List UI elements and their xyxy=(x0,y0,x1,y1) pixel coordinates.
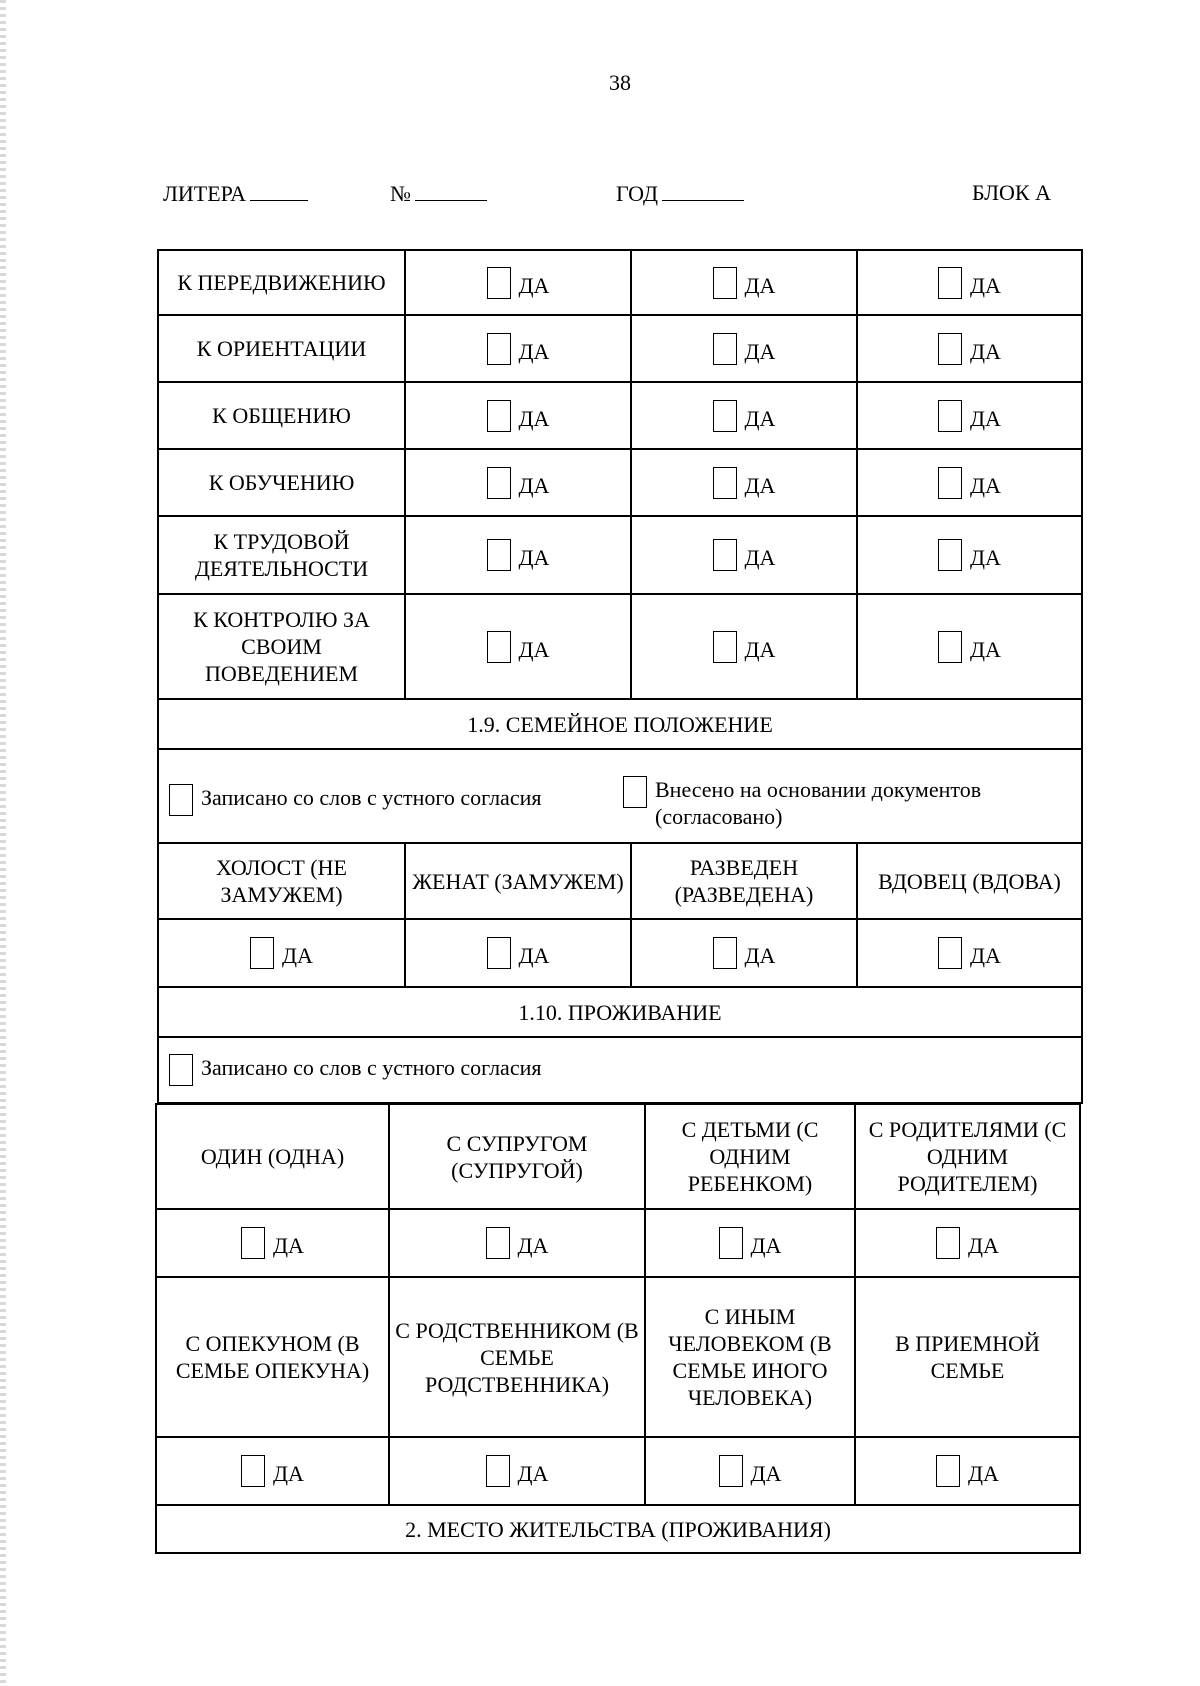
checkbox[interactable] xyxy=(938,631,962,663)
ability-row xyxy=(158,449,1082,516)
ability-label: К ОРИЕНТАЦИИ xyxy=(158,315,405,382)
checkbox-label: ДА xyxy=(518,545,550,570)
checkbox[interactable] xyxy=(487,467,511,499)
marital-option-label: РАЗВЕДЕН (РАЗВЕДЕНА) xyxy=(631,843,857,919)
checkbox[interactable] xyxy=(241,1455,265,1487)
section-row xyxy=(156,1505,1080,1553)
checkbox[interactable] xyxy=(487,333,511,365)
checkbox-label: ДА xyxy=(744,545,776,570)
checkbox[interactable] xyxy=(936,1455,960,1487)
page-number: 38 xyxy=(609,70,631,95)
checkbox-label: ДА xyxy=(273,1461,304,1486)
year-field xyxy=(616,180,744,207)
litera-label: ЛИТЕРА xyxy=(163,181,246,206)
checkbox-label: ДА xyxy=(970,545,1001,570)
section-title-residence: 1.10. ПРОЖИВАНИЕ xyxy=(158,987,1082,1037)
number-input[interactable] xyxy=(415,180,487,201)
ability-row xyxy=(158,315,1082,382)
ability-row xyxy=(158,250,1082,315)
residence-option-label: В ПРИЕМНОЙ СЕМЬЕ xyxy=(855,1277,1080,1437)
marital-source-row xyxy=(158,749,1082,843)
checkbox[interactable] xyxy=(486,1227,510,1259)
litera-input[interactable] xyxy=(250,180,308,201)
ability-row xyxy=(158,594,1082,699)
checkbox[interactable] xyxy=(938,400,962,432)
checkbox[interactable] xyxy=(713,400,737,432)
checkbox-label: ДА xyxy=(970,472,1001,498)
ability-label: К ОБУЧЕНИЮ xyxy=(158,449,405,516)
checkbox-label: ДА xyxy=(282,943,313,968)
checkbox[interactable] xyxy=(486,1455,510,1487)
number-field xyxy=(390,180,487,207)
checkbox-label: ДА xyxy=(968,1233,999,1258)
ability-label: К КОНТРОЛЮ ЗА СВОИМ ПОВЕДЕНИЕМ xyxy=(158,594,405,699)
checkbox-label: ДА xyxy=(518,338,550,364)
litera-field xyxy=(163,180,308,207)
checkbox-label: ДА xyxy=(744,405,776,431)
residence-source-oral-label: Записано со слов с устного согласия xyxy=(201,1055,542,1080)
checkbox-label: ДА xyxy=(744,472,776,498)
section-row xyxy=(158,987,1082,1037)
residence-option-label: С ДЕТЬМИ (С ОДНИМ РЕБЕНКОМ) xyxy=(645,1104,855,1209)
checkbox[interactable] xyxy=(623,776,647,808)
checkbox[interactable] xyxy=(713,267,737,299)
checkbox-label: ДА xyxy=(518,472,550,498)
checkbox[interactable] xyxy=(713,631,737,663)
residence-options-row xyxy=(156,1277,1080,1437)
marital-option-label: ЖЕНАТ (ЗАМУЖЕМ) xyxy=(405,843,631,919)
section-title-marital: 1.9. СЕМЕЙНОЕ ПОЛОЖЕНИЕ xyxy=(158,699,1082,749)
checkbox-label: ДА xyxy=(744,943,776,968)
checkbox-label: ДА xyxy=(273,1233,304,1258)
checkbox-label: ДА xyxy=(518,405,550,431)
marital-source-docs-option xyxy=(623,776,1077,830)
marital-options-row xyxy=(158,843,1082,919)
checkbox[interactable] xyxy=(719,1455,743,1487)
ability-label: К ПЕРЕДВИЖЕНИЮ xyxy=(158,250,405,315)
year-input[interactable] xyxy=(662,180,744,201)
checkbox-label: ДА xyxy=(518,943,550,968)
checkbox-label: ДА xyxy=(517,1461,549,1486)
checkbox[interactable] xyxy=(487,267,511,299)
abilities-table xyxy=(157,249,1083,1104)
marital-source-oral-label: Записано со слов с устного согласия xyxy=(201,785,542,810)
checkbox-label: ДА xyxy=(744,338,776,364)
checkbox-label: ДА xyxy=(744,636,776,662)
checkbox-label: ДА xyxy=(517,1233,549,1258)
checkbox[interactable] xyxy=(938,937,962,969)
checkbox[interactable] xyxy=(241,1227,265,1259)
residence-option-label: С ОПЕКУНОМ (В СЕМЬЕ ОПЕКУНА) xyxy=(156,1277,389,1437)
block-label: БЛОК А xyxy=(972,180,1051,205)
residence-option-label: С СУПРУГОМ (СУПРУГОЙ) xyxy=(389,1104,645,1209)
checkbox[interactable] xyxy=(487,400,511,432)
marital-checkbox-row xyxy=(158,919,1082,987)
checkbox-label: ДА xyxy=(970,405,1001,431)
residence-option-label: ОДИН (ОДНА) xyxy=(156,1104,389,1209)
residence-option-label: С РОДИТЕЛЯМИ (С ОДНИМ РОДИТЕЛЕМ) xyxy=(855,1104,1080,1209)
checkbox-label: ДА xyxy=(518,636,550,662)
checkbox[interactable] xyxy=(713,333,737,365)
checkbox-label: ДА xyxy=(518,272,550,298)
checkbox[interactable] xyxy=(169,784,193,816)
checkbox-label: ДА xyxy=(744,272,776,298)
residence-options-row xyxy=(156,1104,1080,1209)
residence-source-row xyxy=(158,1037,1082,1103)
checkbox[interactable] xyxy=(250,937,274,969)
residence-option-label: С ИНЫМ ЧЕЛОВЕКОМ (В СЕМЬЕ ИНОГО ЧЕЛОВЕКА) xyxy=(645,1277,855,1437)
ability-row xyxy=(158,382,1082,449)
checkbox-label: ДА xyxy=(750,1461,782,1486)
checkbox-label: ДА xyxy=(970,338,1001,364)
checkbox[interactable] xyxy=(487,631,511,663)
checkbox[interactable] xyxy=(936,1227,960,1259)
checkbox[interactable] xyxy=(169,1054,193,1086)
checkbox[interactable] xyxy=(938,333,962,365)
number-label: № xyxy=(390,181,411,206)
residence-source-oral-option xyxy=(169,1054,541,1086)
marital-source-docs-label: Внесено на основании документов (согласовано) xyxy=(655,777,982,829)
residence-checkbox-row xyxy=(156,1209,1080,1277)
checkbox[interactable] xyxy=(713,937,737,969)
checkbox[interactable] xyxy=(487,937,511,969)
checkbox[interactable] xyxy=(713,539,737,571)
checkbox[interactable] xyxy=(938,467,962,499)
marital-source-oral-option xyxy=(169,784,623,816)
ability-label: К ОБЩЕНИЮ xyxy=(158,382,405,449)
residence-option-label: С РОДСТВЕННИКОМ (В СЕМЬЕ РОДСТВЕННИКА) xyxy=(389,1277,645,1437)
checkbox-label: ДА xyxy=(970,272,1001,298)
checkbox-label: ДА xyxy=(968,1461,999,1486)
residence-table xyxy=(155,1103,1081,1554)
marital-option-label: ХОЛОСТ (НЕ ЗАМУЖЕМ) xyxy=(158,843,405,919)
checkbox-label: ДА xyxy=(970,943,1001,968)
marital-option-label: ВДОВЕЦ (ВДОВА) xyxy=(857,843,1082,919)
residence-checkbox-row xyxy=(156,1437,1080,1505)
ability-label: К ТРУДОВОЙ ДЕЯТЕЛЬНОСТИ xyxy=(158,516,405,594)
ability-row xyxy=(158,516,1082,594)
checkbox[interactable] xyxy=(713,467,737,499)
section-row xyxy=(158,699,1082,749)
checkbox[interactable] xyxy=(487,539,511,571)
checkbox-label: ДА xyxy=(750,1233,782,1258)
checkbox-label: ДА xyxy=(970,636,1001,662)
section-title-residence-place: 2. МЕСТО ЖИТЕЛЬСТВА (ПРОЖИВАНИЯ) xyxy=(156,1505,1080,1553)
year-label: ГОД xyxy=(616,181,658,206)
checkbox[interactable] xyxy=(938,539,962,571)
checkbox[interactable] xyxy=(938,267,962,299)
checkbox[interactable] xyxy=(719,1227,743,1259)
scan-edge xyxy=(0,0,6,1686)
